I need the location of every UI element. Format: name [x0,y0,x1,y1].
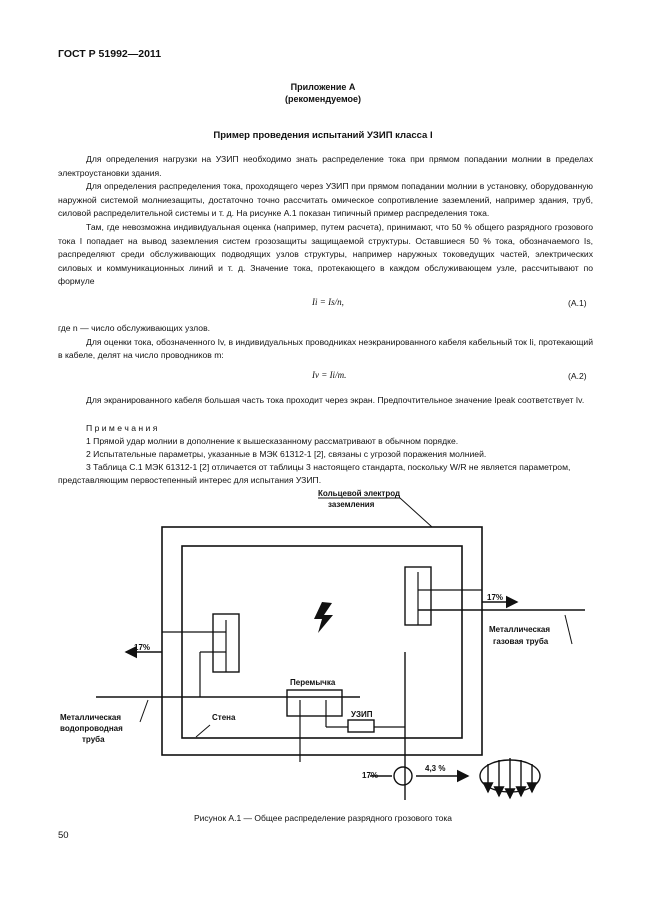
label-ring-2: заземления [328,500,375,509]
formula-a1-number: (А.1) [568,298,587,308]
label-water-2: водопроводная [60,724,123,733]
notes-block [58,422,593,487]
paragraph-1: Для определения нагрузки на УЗИП необходимо знать распределение тока при прямом попадании молнии в пределах электроустановки здания. [58,154,593,178]
paragraph-where: где n — число обслуживающих узлов. [58,323,211,333]
label-water-3: труба [82,735,105,744]
formula-a2-number: (А.2) [568,371,587,381]
spd-element [348,720,374,732]
label-pct-gas: 17% [487,593,504,602]
label-wall: Стена [212,713,236,722]
notes-heading: П р и м е ч а н и я [86,423,158,433]
figure-current-distribution [0,480,646,805]
appendix-title: Приложение А [290,82,356,92]
formula-a2: Iv = Ii/m. [312,370,347,380]
paragraph-3: Там, где невозможна индивидуальная оценка (например, путем расчета), принимают, что 50 % общего разрядного грозового тока I попадает на вывод заземления систем грозозащиты защищаемой структуры. Оставшиеся 50 % тока, обозначаемого Is, распределяют среди обслуживающих подводящих узлов структуры, например наружных токоведущих частей, электрических силовых и коммуникационных линий и т. д. Значение тока, протекающего в каждом обслуживающем узле, рассчитывают по формуле [58,221,593,287]
paragraph-2: Для определения распределения тока, проходящего через УЗИП при прямом попадании молнии в установку, оборудованную наружной системой молниезащиты, достаточно точно рассчитать омическое сопротивление заземлений, например здания, труб, силовой распределительной системы и т. д. На рисунке А.1 показан типичный пример распределения тока. [58,181,593,219]
formula-a1: Ii = Is/n, [312,297,344,307]
label-pct-cable: 17% [362,771,379,780]
label-ring-1: Кольцевой электрод [318,489,401,498]
appendix-note: (рекомендуемое) [285,94,361,104]
paragraph-5: Для экранированного кабеля большая часть тока проходит через экран. Предпочтительное значение Ipeak соответствует Iv. [86,395,585,405]
note-2: 2 Испытательные параметры, указанные в МЭК 61312-1 [2], связаны с угрозой поражения молнией. [86,449,487,459]
paragraph-block-1 [58,153,593,289]
paragraph-block-3 [58,394,593,408]
page-number: 50 [58,830,69,841]
label-water-1: Металлическая [60,713,122,722]
label-pct-wires: 4,3 % [425,764,446,773]
label-gas-1: Металлическая [489,625,551,634]
figure-caption: Рисунок А.1 — Общее распределение разрядного грозового тока [194,813,452,823]
label-pct-water: 17% [134,643,151,652]
ring-earth-electrode [162,527,482,755]
section-title: Пример проведения испытаний УЗИП класса I [213,130,433,141]
gas-leader-line [565,615,572,644]
note-1: 1 Прямой удар молнии в дополнение к вышесказанному рассматривают в обычном порядке. [86,436,459,446]
note-3: 3 Таблица С.1 МЭК 61312-1 [2] отличается от таблицы 3 настоящего стандарта, поскольку W/R не является параметром, представляющим первостепенный интерес для испытания УЗИП. [58,462,571,485]
cable-cross-section [394,767,412,785]
label-gas-2: газовая труба [493,637,549,646]
lightning-icon [314,602,333,633]
label-spd: УЗИП [351,710,373,719]
water-leader-line [140,700,148,722]
jumper-box [287,690,342,716]
building-wall [182,546,462,738]
document-header: ГОСТ Р 51992—2011 [58,48,162,60]
paragraph-block-2 [58,322,593,363]
label-jumper: Перемычка [290,678,336,687]
paragraph-4: Для оценки тока, обозначенного Iv, в индивидуальных проводниках неэкранированного кабеля кабельный ток Ii, протекающий в кабеле, делят на число проводников m: [58,336,593,361]
